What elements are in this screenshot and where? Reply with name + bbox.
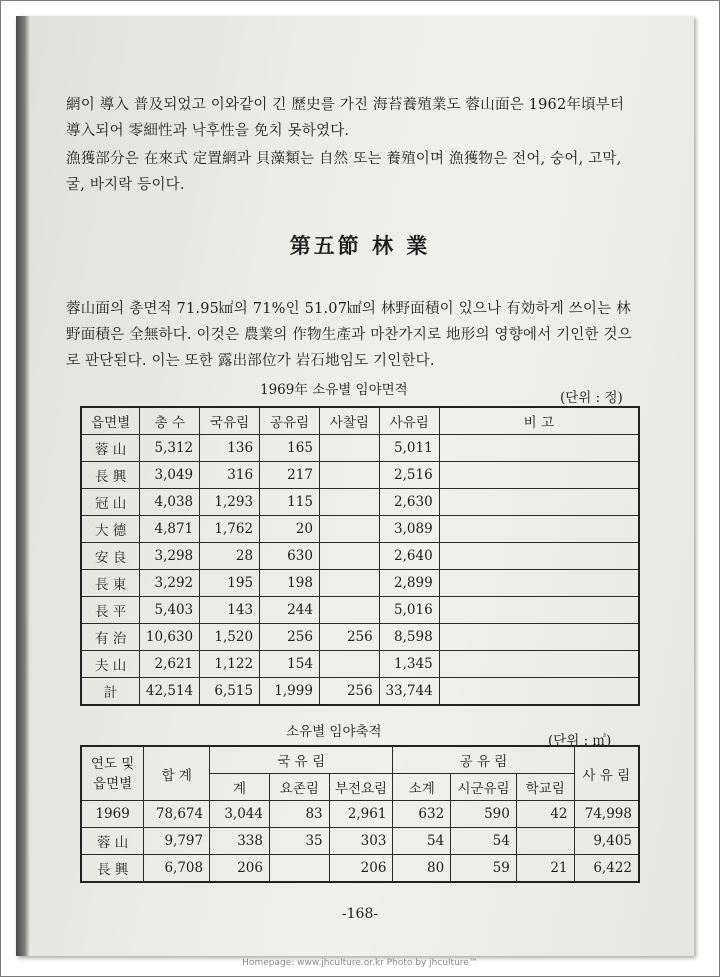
table1-cell: 5,016 (379, 597, 439, 624)
table1-cell: 630 (260, 543, 320, 570)
header-temple: 사찰림 (319, 407, 379, 435)
header-sum: 합 계 (144, 746, 210, 801)
table1-row (81, 435, 639, 462)
table1-header-row (81, 407, 639, 435)
table1-cell: 有 治 (81, 624, 140, 651)
table2-cell: 3,044 (210, 801, 270, 828)
table1-cell (439, 651, 639, 678)
table1-row (81, 678, 639, 706)
table1-unit: (단위 : 정) (560, 390, 623, 406)
sub-public-county: 시군유림 (451, 774, 517, 801)
table1-cell: 1,520 (200, 624, 260, 651)
sub-national-reserved: 요존림 (269, 774, 329, 801)
table1-row (81, 489, 639, 516)
table1-cell: 33,744 (379, 678, 439, 706)
table1-cell: 蓉 山 (81, 435, 140, 462)
table1-cell (319, 435, 379, 462)
table1-cell: 4,871 (140, 516, 200, 543)
table1-row (81, 462, 639, 489)
table1-cell: 5,312 (140, 435, 200, 462)
table1-cell: 5,403 (140, 597, 200, 624)
table1-title: 1969年 소유별 임야면적 (260, 382, 408, 398)
table2-row (81, 855, 639, 883)
table1-cell (439, 462, 639, 489)
table2-cell: 80 (393, 855, 451, 883)
page-number: -168- (341, 906, 379, 922)
table1-cell: 115 (260, 489, 320, 516)
table1-row (81, 597, 639, 624)
table2-cell: 長 興 (81, 855, 144, 883)
table2-cell: 632 (393, 801, 451, 828)
table1-cell: 198 (260, 570, 320, 597)
paragraph-3: 蓉山面의 총면적 71.95㎢의 71%인 51.07㎢의 林野面積이 있으나 有効하게 쓰이는 林野面積은 全無하다. 이것은 農業의 作物生產과 마찬가지로 地形의 영향에서 기인한 것으로 판단된다. 이는 또한 露出部位가 岩石地임도 기인한다. (66, 301, 632, 369)
table1-cell: 1,345 (379, 651, 439, 678)
table1-cell: 316 (200, 462, 260, 489)
table2-cell (516, 828, 574, 855)
table1-cell: 136 (200, 435, 260, 462)
table1-cell: 長 平 (81, 597, 140, 624)
header-public-forest: 공 유 림 (393, 746, 574, 774)
header-private-forest: 사 유 림 (574, 746, 639, 801)
table1-cell (319, 651, 379, 678)
table1-cell: 1,122 (200, 651, 260, 678)
table1-cell: 1,762 (200, 516, 260, 543)
footer-credit: Homepage: www.jhculture.or.kr Photo by jhculture™ (242, 958, 478, 968)
table1-cell: 安 良 (81, 543, 140, 570)
table2-cell (269, 855, 329, 883)
table1-cell (319, 597, 379, 624)
sub-public-subtotal: 소계 (393, 774, 451, 801)
table2-cell: 74,998 (574, 801, 639, 828)
table2-cell: 2,961 (329, 801, 393, 828)
table2-unit: (단위 : ㎥) (548, 733, 612, 749)
table2-cell: 206 (210, 855, 270, 883)
table1-row (81, 516, 639, 543)
table1-cell: 20 (260, 516, 320, 543)
table1-cell: 1,293 (200, 489, 260, 516)
table1-cell: 長 興 (81, 462, 140, 489)
table2-cell: 78,674 (144, 801, 210, 828)
table1-cell: 6,515 (200, 678, 260, 706)
table1-row (81, 624, 639, 651)
table1-cell: 143 (200, 597, 260, 624)
table1-row (81, 570, 639, 597)
table1-cell (439, 435, 639, 462)
table1-cell: 8,598 (379, 624, 439, 651)
table1-cell (439, 543, 639, 570)
sub-national-total: 계 (210, 774, 270, 801)
table2-cell: 303 (329, 828, 393, 855)
table1-cell: 244 (260, 597, 320, 624)
table1-cell: 256 (319, 678, 379, 706)
table2-cell: 35 (269, 828, 329, 855)
table1-row (81, 543, 639, 570)
page-binding-shadow (16, 16, 30, 956)
table1-cell (439, 597, 639, 624)
table2-cell: 6,422 (574, 855, 639, 883)
table1-cell (319, 516, 379, 543)
table1-cell (319, 543, 379, 570)
table2-row (81, 828, 639, 855)
table2-cell: 59 (451, 855, 517, 883)
table1-cell: 217 (260, 462, 320, 489)
paragraph-1: 網이 導入 普及되었고 이와같이 긴 歷史를 가진 海苔養殖業도 蓉山面은 1962年頃부터 導入되어 零細性과 낙후性을 免치 못하였다. (66, 97, 625, 139)
forest-area-table (80, 406, 640, 706)
table2-cell: 蓉 山 (81, 828, 144, 855)
table1-cell: 10,630 (140, 624, 200, 651)
table1-cell: 3,298 (140, 543, 200, 570)
table1-cell (319, 570, 379, 597)
table1-cell: 2,899 (379, 570, 439, 597)
table2-cell: 1969 (81, 801, 144, 828)
header-remarks: 비 고 (439, 407, 639, 435)
table1-cell: 2,621 (140, 651, 200, 678)
header-region: 읍면별 (81, 407, 140, 435)
table2-cell: 6,708 (144, 855, 210, 883)
table1-cell: 冠 山 (81, 489, 140, 516)
table1-cell: 4,038 (140, 489, 200, 516)
table1-cell: 154 (260, 651, 320, 678)
table1-cell: 大 德 (81, 516, 140, 543)
table2-title: 소유별 임야축적 (286, 724, 382, 740)
table1-cell: 3,292 (140, 570, 200, 597)
table2-cell: 590 (451, 801, 517, 828)
table2-cell: 83 (269, 801, 329, 828)
table1-cell (319, 489, 379, 516)
table1-cell (439, 516, 639, 543)
table2-row (81, 801, 639, 828)
table2-cell: 42 (516, 801, 574, 828)
header-total: 총 수 (140, 407, 200, 435)
table2-cell: 338 (210, 828, 270, 855)
table1-cell: 長 東 (81, 570, 140, 597)
table1-cell: 計 (81, 678, 140, 706)
table1-cell: 256 (260, 624, 320, 651)
table1-row (81, 651, 639, 678)
table1-cell: 5,011 (379, 435, 439, 462)
table2-cell: 54 (451, 828, 517, 855)
header-national: 국유림 (200, 407, 260, 435)
table1-cell: 28 (200, 543, 260, 570)
section-title: 第五節 林 業 (289, 233, 431, 258)
header-private: 사유림 (379, 407, 439, 435)
paragraph-2: 漁獲部分은 在來式 定置網과 貝藻類는 自然 또는 養殖이며 漁獲物은 전어, 숭어, 고막, 굴, 바지락 등이다. (66, 151, 622, 193)
table1-cell: 2,640 (379, 543, 439, 570)
table2-cell: 9,797 (144, 828, 210, 855)
table1-cell: 256 (319, 624, 379, 651)
sub-public-school: 학교림 (516, 774, 574, 801)
table1-cell (439, 570, 639, 597)
table1-cell (439, 489, 639, 516)
table2-cell: 9,405 (574, 828, 639, 855)
forest-stock-table (80, 745, 640, 883)
table1-cell: 165 (260, 435, 320, 462)
table1-cell: 2,630 (379, 489, 439, 516)
table1-cell: 2,516 (379, 462, 439, 489)
header-public: 공유림 (260, 407, 320, 435)
header-national-forest: 국 유 림 (210, 746, 393, 774)
table1-cell: 42,514 (140, 678, 200, 706)
table1-cell (439, 624, 639, 651)
table1-cell: 3,089 (379, 516, 439, 543)
header-region-year: 연도 및 읍면별 (81, 746, 144, 801)
table2-header-row-1 (81, 746, 639, 774)
table2-cell: 21 (516, 855, 574, 883)
table2-cell: 206 (329, 855, 393, 883)
table2-cell: 54 (393, 828, 451, 855)
sub-national-unreserved: 부전요림 (329, 774, 393, 801)
table1-cell: 1,999 (260, 678, 320, 706)
table1-cell (319, 462, 379, 489)
table1-cell: 夫 山 (81, 651, 140, 678)
table1-cell: 195 (200, 570, 260, 597)
table1-cell: 3,049 (140, 462, 200, 489)
table1-cell (439, 678, 639, 706)
